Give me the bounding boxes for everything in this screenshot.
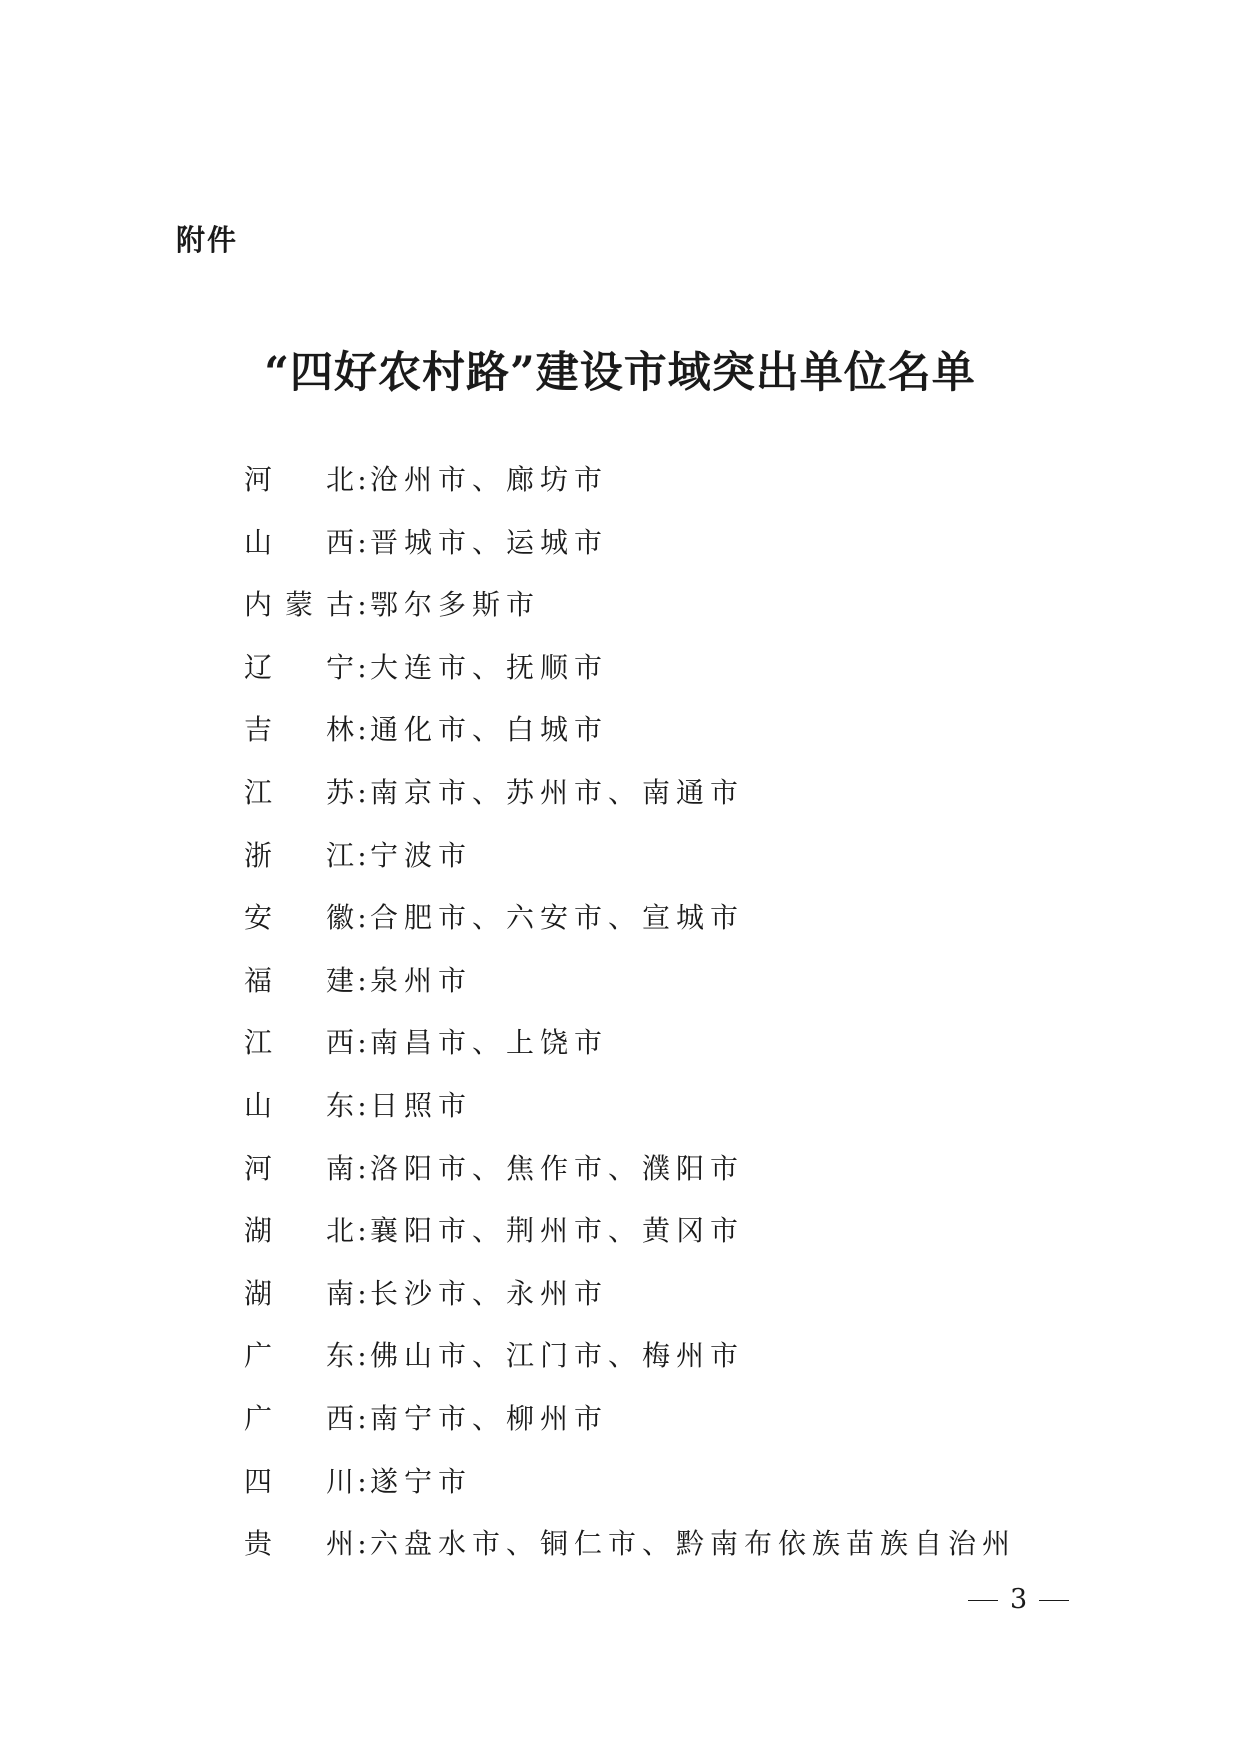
separator-colon: : (357, 901, 367, 935)
list-item (244, 525, 1044, 592)
city-list: 佛山市、江门市、梅州市 (370, 1339, 745, 1373)
separator-colon: : (357, 1088, 367, 1122)
document-title: “四好农村路”建设市域突出单位名单 (264, 348, 976, 398)
list-item (244, 1401, 1044, 1468)
separator-colon: : (357, 525, 367, 559)
list-item (244, 838, 1044, 905)
city-list: 合肥市、六安市、宣城市 (370, 901, 745, 935)
city-list: 长沙市、永州市 (370, 1276, 609, 1310)
list-item (244, 775, 1044, 842)
province-name: 山东 (244, 1088, 354, 1122)
list-item (244, 1464, 1044, 1531)
list-item (244, 713, 1044, 779)
city-list: 襄阳市、荆州市、黄冈市 (370, 1214, 745, 1248)
city-list: 沧州市、廊坊市 (370, 463, 609, 496)
list-item (244, 901, 1044, 967)
unit-list (244, 463, 1044, 1593)
province-name: 湖北 (244, 1214, 354, 1248)
province-name: 辽宁 (244, 650, 354, 684)
province-name: 河北 (244, 463, 354, 496)
city-list: 南京市、苏州市、南通市 (370, 775, 745, 809)
separator-colon: : (357, 1276, 367, 1310)
list-item (244, 1339, 1044, 1405)
separator-colon: : (357, 650, 367, 684)
page-number (956, 1586, 1081, 1613)
province-name: 广东 (244, 1339, 354, 1373)
list-item (244, 1088, 1044, 1155)
city-list: 六盘水市、铜仁市、黔南布依族苗族自治州 (370, 1527, 1017, 1561)
separator-colon: : (357, 1214, 367, 1248)
separator-colon: : (357, 775, 367, 809)
attachment-label: 附件 (176, 223, 239, 257)
province-name: 内蒙古 (244, 588, 354, 622)
province-name: 江苏 (244, 775, 354, 809)
province-name: 贵州 (244, 1527, 354, 1561)
province-name: 福建 (244, 963, 354, 997)
city-list: 日照市 (370, 1088, 473, 1122)
city-list: 洛阳市、焦作市、濮阳市 (370, 1151, 745, 1185)
separator-colon: : (357, 463, 367, 496)
separator-colon: : (357, 588, 367, 622)
province-name: 河南 (244, 1151, 354, 1185)
city-list: 通化市、白城市 (370, 713, 609, 747)
list-item (244, 588, 1044, 654)
separator-colon: : (357, 1339, 367, 1373)
list-item (244, 1276, 1044, 1343)
city-list: 宁波市 (370, 838, 473, 872)
list-item (244, 1026, 1044, 1092)
page-number-dash-left (968, 1600, 998, 1601)
city-list: 鄂尔多斯市 (370, 588, 541, 622)
province-name: 湖南 (244, 1276, 354, 1310)
separator-colon: : (357, 1401, 367, 1435)
list-item (244, 1151, 1044, 1218)
list-item (244, 463, 1044, 529)
province-name: 浙江 (244, 838, 354, 872)
separator-colon: : (357, 1464, 367, 1498)
list-item (244, 963, 1044, 1030)
city-list: 泉州市 (370, 963, 473, 997)
city-list: 晋城市、运城市 (370, 525, 609, 559)
city-list: 遂宁市 (370, 1464, 473, 1498)
separator-colon: : (357, 1151, 367, 1185)
page-number-value: 3 (1010, 1584, 1028, 1615)
page-number-dash-right (1039, 1600, 1069, 1601)
province-name: 江西 (244, 1026, 354, 1060)
list-item (244, 650, 1044, 717)
city-list: 南宁市、柳州市 (370, 1401, 609, 1435)
province-name: 安徽 (244, 901, 354, 935)
separator-colon: : (357, 1527, 367, 1561)
province-name: 广西 (244, 1401, 354, 1435)
province-name: 吉林 (244, 713, 354, 747)
province-name: 四川 (244, 1464, 354, 1498)
separator-colon: : (357, 963, 367, 997)
province-name: 山西 (244, 525, 354, 559)
separator-colon: : (357, 1026, 367, 1060)
list-item (244, 1527, 1044, 1593)
city-list: 大连市、抚顺市 (370, 650, 609, 684)
list-item (244, 1214, 1044, 1280)
separator-colon: : (357, 713, 367, 747)
city-list: 南昌市、上饶市 (370, 1026, 609, 1060)
separator-colon: : (357, 838, 367, 872)
